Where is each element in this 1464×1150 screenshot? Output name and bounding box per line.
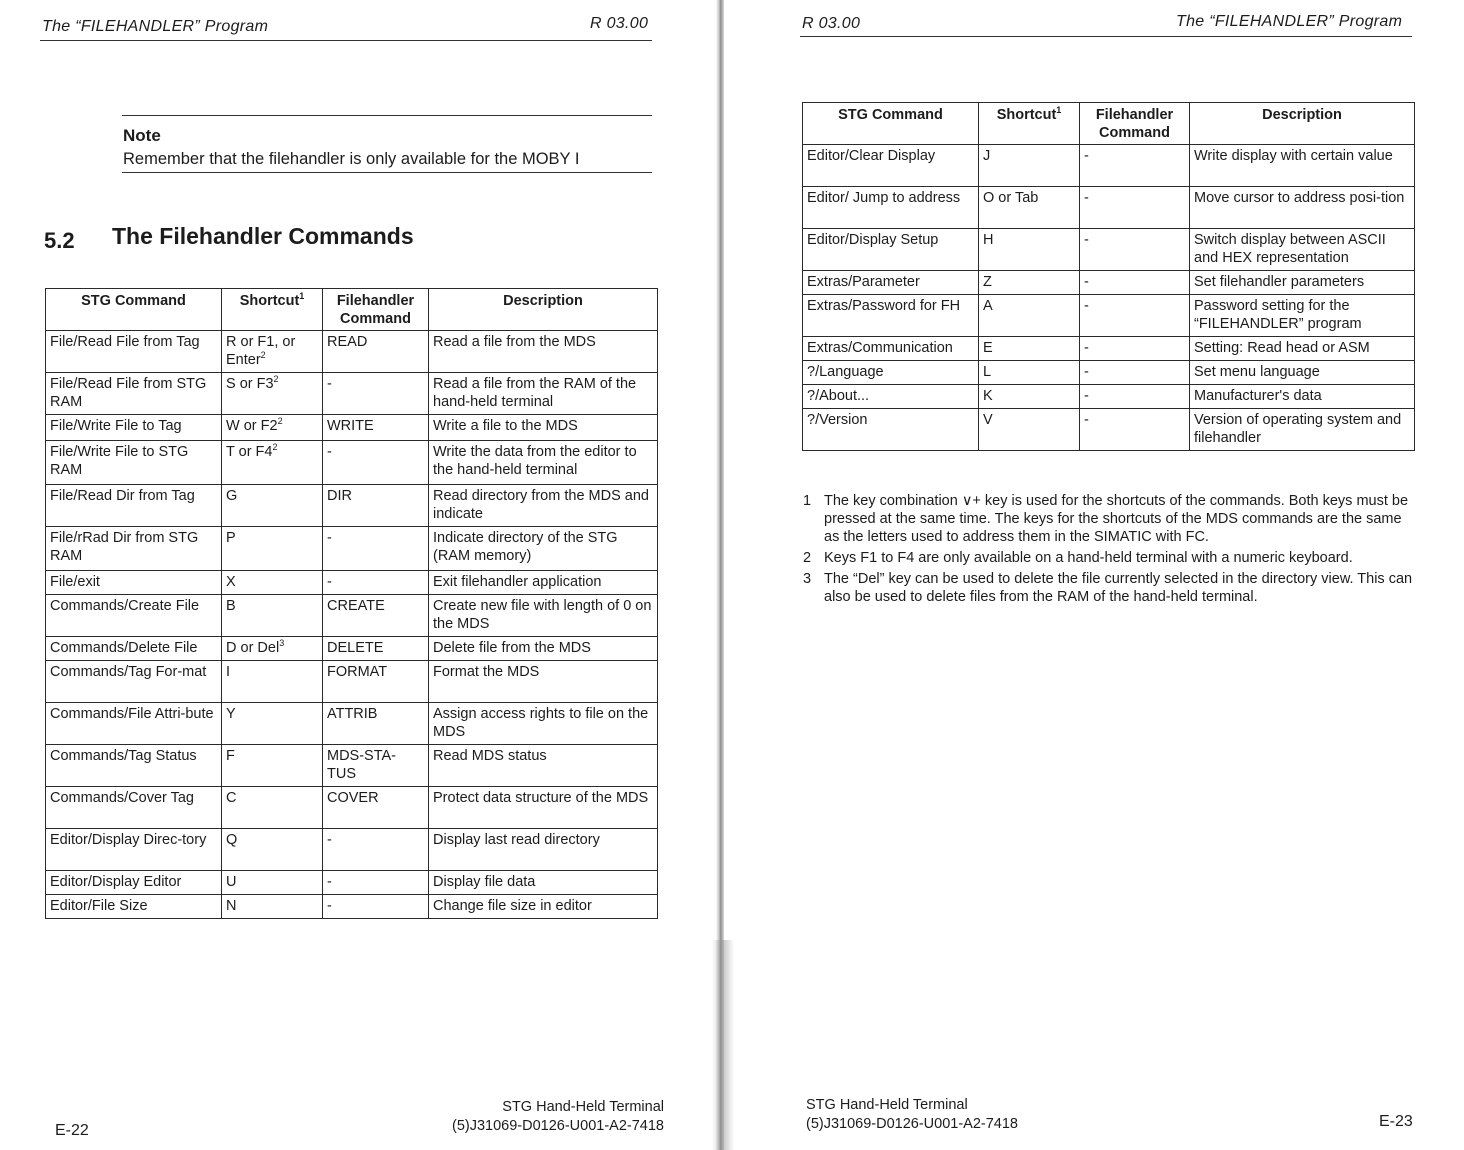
table-row: [46, 871, 658, 895]
left-footer-line1: STG Hand-Held Terminal: [502, 1099, 664, 1115]
header-stg-command: STG Command: [46, 289, 222, 331]
cell-stg-command: Commands/Tag For-mat: [46, 661, 222, 703]
footnote-text: The key combination ∨+ key is used for the shortcuts of the commands. Both keys must be pressed at the same time. The keys for the shortcuts of the MDS commands are the same as the letters used to address them in the SIMATIC with FC.: [824, 493, 1409, 545]
cell-description: Assign access rights to file on the MDS: [429, 703, 658, 745]
footnote-text: The “Del” key can be used to delete the file currently selected in the directory view. This can also be used to delete files from the RAM of the hand-held terminal.: [824, 571, 1413, 605]
header-filehandler-command: Filehandler Command: [1080, 103, 1190, 145]
cell-stg-command: ?/About...: [803, 385, 979, 409]
cell-filehandler-command: -: [323, 373, 429, 415]
cell-filehandler-command: -: [1080, 337, 1190, 361]
note-top-rule: [122, 115, 652, 116]
cell-filehandler-command: -: [1080, 385, 1190, 409]
header-description: Description: [1190, 103, 1415, 145]
cell-stg-command: Editor/Display Editor: [46, 871, 222, 895]
cell-shortcut: Q: [222, 829, 323, 871]
cell-shortcut: V: [979, 409, 1080, 451]
header-description: Description: [429, 289, 658, 331]
cell-stg-command: Extras/Parameter: [803, 271, 979, 295]
table-row: [46, 373, 658, 415]
cell-shortcut: B: [222, 595, 323, 637]
cell-description: Read a file from the MDS: [429, 331, 658, 373]
cell-shortcut: N: [222, 895, 323, 919]
cell-shortcut: X: [222, 571, 323, 595]
cell-filehandler-command: -: [323, 571, 429, 595]
cell-shortcut: F: [222, 745, 323, 787]
cell-stg-command: Commands/Delete File: [46, 637, 222, 661]
table-row: [803, 337, 1415, 361]
cell-filehandler-command: ATTRIB: [323, 703, 429, 745]
table-header-row: [803, 103, 1415, 145]
shortcut-footnote-ref: 1: [299, 291, 305, 302]
footnote-text: Keys F1 to F4 are only available on a hand-held terminal with a numeric keyboard.: [824, 550, 1353, 566]
table-row: [803, 295, 1415, 337]
right-footer-line2: (5)J31069-D0126-U001-A2-7418: [806, 1116, 1018, 1132]
cell-shortcut: H: [979, 229, 1080, 271]
table-row: [46, 787, 658, 829]
cell-stg-command: File/exit: [46, 571, 222, 595]
cell-filehandler-command: CREATE: [323, 595, 429, 637]
shortcut-footnote-ref: 1: [1056, 105, 1062, 116]
footnote-ref: 2: [272, 442, 278, 453]
cell-description: Format the MDS: [429, 661, 658, 703]
cell-filehandler-command: -: [323, 895, 429, 919]
cell-stg-command: Editor/Display Setup: [803, 229, 979, 271]
cell-stg-command: File/Read File from STG RAM: [46, 373, 222, 415]
cell-description: Set menu language: [1190, 361, 1415, 385]
footnote: [800, 492, 1420, 546]
cell-shortcut: Y: [222, 703, 323, 745]
cell-filehandler-command: -: [1080, 409, 1190, 451]
cell-description: Delete file from the MDS: [429, 637, 658, 661]
cell-shortcut: W or $F2^2$: [222, 415, 323, 441]
cell-filehandler-command: MDS-STA-TUS: [323, 745, 429, 787]
cell-description: Create new file with length of 0 on the MDS: [429, 595, 658, 637]
table-row: [46, 441, 658, 485]
cell-shortcut: D or Del$^3$: [222, 637, 323, 661]
cell-description: Password setting for the “FILEHANDLER” program: [1190, 295, 1415, 337]
cell-description: Change file size in editor: [429, 895, 658, 919]
cell-description: Display file data: [429, 871, 658, 895]
footnote-number: 1: [803, 493, 812, 509]
table-row: [46, 415, 658, 441]
table-row: [46, 595, 658, 637]
cell-filehandler-command: DIR: [323, 485, 429, 527]
cell-shortcut: J: [979, 145, 1080, 187]
cell-filehandler-command: COVER: [323, 787, 429, 829]
right-header-rule: [800, 36, 1412, 37]
left-header-rule: [40, 40, 652, 41]
table-row: [803, 229, 1415, 271]
cell-filehandler-command: FORMAT: [323, 661, 429, 703]
cell-filehandler-command: -: [1080, 187, 1190, 229]
table-row: [46, 331, 658, 373]
cell-shortcut: R or F1, or Enter$^2$: [222, 331, 323, 373]
cell-description: Protect data structure of the MDS: [429, 787, 658, 829]
footnote-ref: 2: [277, 416, 283, 427]
cell-description: Manufacturer's data: [1190, 385, 1415, 409]
table-row: [46, 661, 658, 703]
cell-description: Display last read directory: [429, 829, 658, 871]
cell-shortcut: C: [222, 787, 323, 829]
cell-description: Write the data from the editor to the hand-held terminal: [429, 441, 658, 485]
cell-shortcut: E: [979, 337, 1080, 361]
cell-stg-command: File/Write File to STG RAM: [46, 441, 222, 485]
table-row: [46, 829, 658, 871]
footnote-number: 3: [803, 571, 812, 587]
footnotes: [800, 492, 1420, 609]
table-header-row: [46, 289, 658, 331]
footnote-ref: 3: [279, 638, 285, 649]
cell-shortcut: A: [979, 295, 1080, 337]
footnote-ref: 2: [273, 374, 279, 385]
cell-shortcut: G: [222, 485, 323, 527]
section-title: The Filehandler Commands: [112, 223, 414, 249]
right-footer: [806, 1096, 1018, 1134]
cell-stg-command: ?/Language: [803, 361, 979, 385]
header-shortcut: Shortcut$^1$: [979, 103, 1080, 145]
table-row: [46, 637, 658, 661]
right-footer-line1: STG Hand-Held Terminal: [806, 1097, 968, 1113]
header-stg-command: STG Command: [803, 103, 979, 145]
note-title: Note: [123, 126, 161, 145]
right-header-title: The “FILEHANDLER” Program: [1176, 13, 1403, 30]
table-row: [46, 703, 658, 745]
cell-filehandler-command: -: [323, 871, 429, 895]
left-header-revision: R 03.00: [590, 15, 649, 32]
left-footer-line2: (5)J31069-D0126-U001-A2-7418: [452, 1118, 664, 1134]
cell-shortcut: I: [222, 661, 323, 703]
cell-filehandler-command: -: [1080, 361, 1190, 385]
left-footer: [420, 1098, 664, 1136]
cell-description: Exit filehandler application: [429, 571, 658, 595]
cell-shortcut: O or Tab: [979, 187, 1080, 229]
table-row: [46, 571, 658, 595]
commands-table-left: [45, 288, 658, 919]
cell-description: Read a file from the RAM of the hand-held terminal: [429, 373, 658, 415]
right-header-revision: R 03.00: [802, 15, 861, 32]
table-row: [46, 485, 658, 527]
cell-stg-command: Commands/Create File: [46, 595, 222, 637]
cell-stg-command: Editor/Clear Display: [803, 145, 979, 187]
footnote-number: 2: [803, 550, 812, 566]
cell-shortcut: P: [222, 527, 323, 571]
cell-filehandler-command: READ: [323, 331, 429, 373]
cell-filehandler-command: WRITE: [323, 415, 429, 441]
cell-shortcut: S or $F3^2$: [222, 373, 323, 415]
cell-description: Version of operating system and filehandler: [1190, 409, 1415, 451]
cell-shortcut: U: [222, 871, 323, 895]
table-row: [803, 145, 1415, 187]
cell-shortcut: L: [979, 361, 1080, 385]
left-page-number: E-22: [55, 1122, 89, 1139]
table-body: [46, 331, 658, 919]
cell-filehandler-command: -: [323, 527, 429, 571]
table-row: [46, 895, 658, 919]
cell-description: Indicate directory of the STG (RAM memory): [429, 527, 658, 571]
note-bottom-rule: [122, 172, 652, 173]
cell-description: Write display with certain value: [1190, 145, 1415, 187]
footnote: [800, 549, 1420, 567]
table-body: [803, 145, 1415, 451]
cell-description: Move cursor to address posi-tion: [1190, 187, 1415, 229]
header-filehandler-command: Filehandler Command: [323, 289, 429, 331]
right-page-number: E-23: [1379, 1113, 1413, 1130]
cell-stg-command: Commands/File Attri-bute: [46, 703, 222, 745]
footnote-ref: 2: [260, 350, 266, 361]
cell-description: Read directory from the MDS and indicate: [429, 485, 658, 527]
cell-description: Setting: Read head or ASM: [1190, 337, 1415, 361]
cell-stg-command: Extras/Password for FH: [803, 295, 979, 337]
cell-stg-command: ?/Version: [803, 409, 979, 451]
cell-filehandler-command: -: [1080, 229, 1190, 271]
note-text: Remember that the filehandler is only available for the MOBY I: [123, 150, 580, 168]
cell-stg-command: Extras/Communication: [803, 337, 979, 361]
cell-shortcut: Z: [979, 271, 1080, 295]
commands-table-right: [802, 102, 1415, 451]
cell-stg-command: Commands/Tag Status: [46, 745, 222, 787]
table-row: [803, 409, 1415, 451]
cell-stg-command: Commands/Cover Tag: [46, 787, 222, 829]
cell-shortcut: T or $F4^2$: [222, 441, 323, 485]
left-page: [0, 0, 718, 1150]
cell-description: Set filehandler parameters: [1190, 271, 1415, 295]
cell-filehandler-command: -: [323, 829, 429, 871]
cell-filehandler-command: -: [1080, 145, 1190, 187]
footnote: [800, 570, 1420, 606]
cell-description: Read MDS status: [429, 745, 658, 787]
cell-description: Switch display between ASCII and HEX representation: [1190, 229, 1415, 271]
left-header-title: The “FILEHANDLER” Program: [42, 18, 269, 35]
cell-stg-command: Editor/Display Direc-tory: [46, 829, 222, 871]
section-number: 5.2: [44, 228, 75, 253]
table-row: [803, 385, 1415, 409]
table-row: [46, 527, 658, 571]
table-row: [803, 187, 1415, 229]
cell-filehandler-command: -: [1080, 271, 1190, 295]
table-row: [803, 361, 1415, 385]
cell-stg-command: File/rRad Dir from STG RAM: [46, 527, 222, 571]
cell-stg-command: File/Read Dir from Tag: [46, 485, 222, 527]
cell-filehandler-command: -: [1080, 295, 1190, 337]
cell-stg-command: Editor/ Jump to address: [803, 187, 979, 229]
cell-filehandler-command: DELETE: [323, 637, 429, 661]
header-shortcut: Shortcut$^1$: [222, 289, 323, 331]
cell-filehandler-command: -: [323, 441, 429, 485]
cell-stg-command: File/Read File from Tag: [46, 331, 222, 373]
cell-stg-command: Editor/File Size: [46, 895, 222, 919]
cell-stg-command: File/Write File to Tag: [46, 415, 222, 441]
table-row: [803, 271, 1415, 295]
cell-description: Write a file to the MDS: [429, 415, 658, 441]
cell-shortcut: K: [979, 385, 1080, 409]
table-row: [46, 745, 658, 787]
